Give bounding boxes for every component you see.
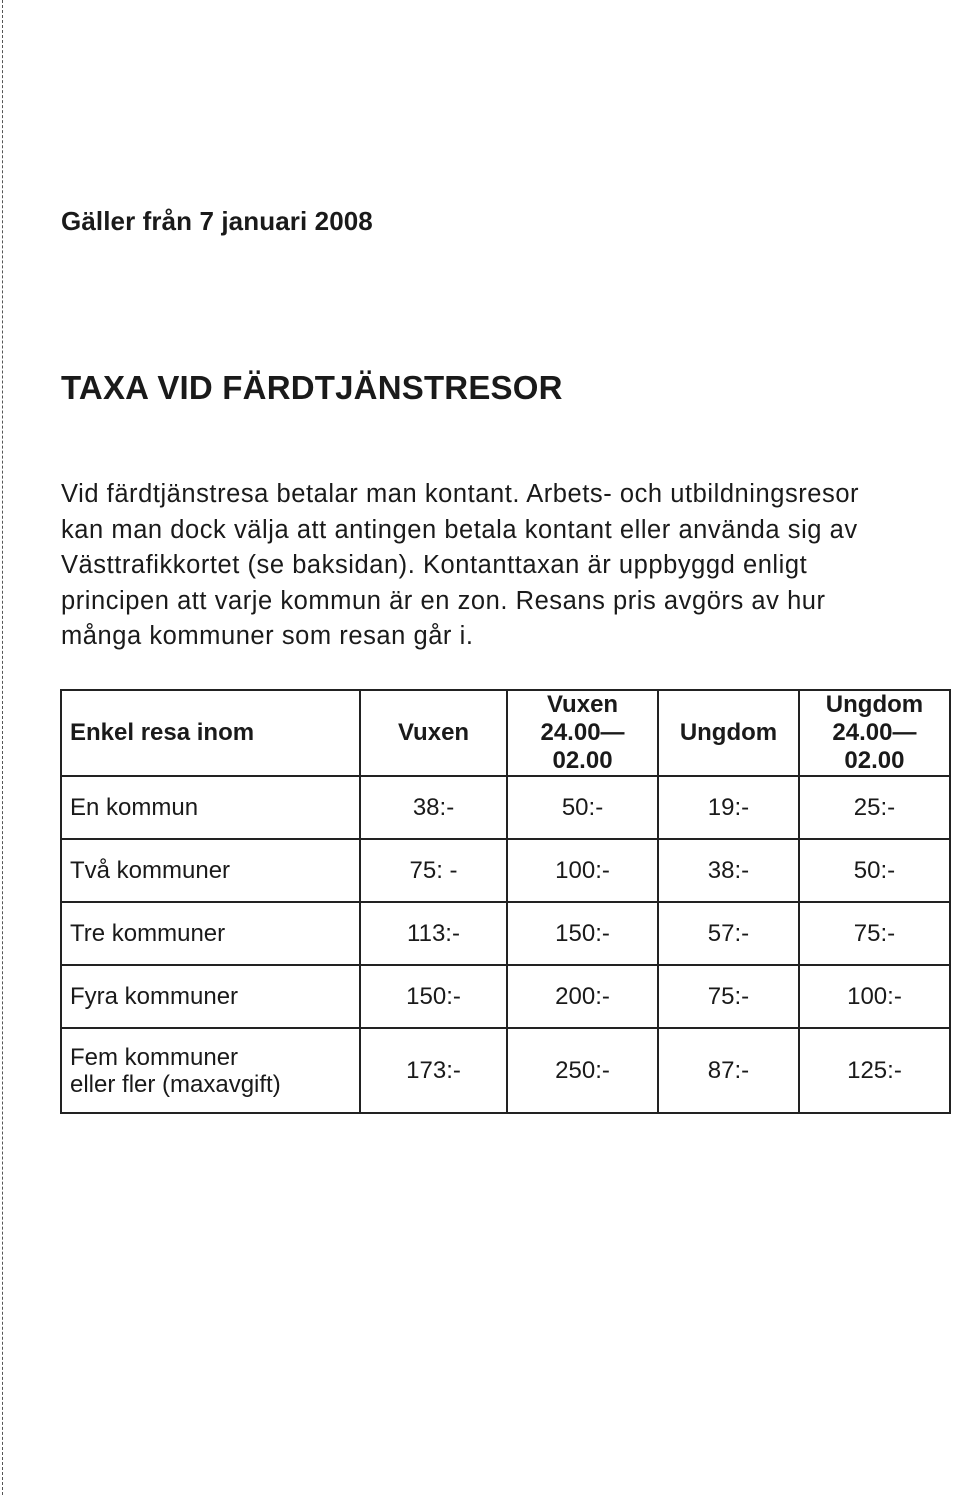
row-label [61, 902, 360, 965]
fare-table [60, 689, 951, 1114]
fare-table-header-row [61, 690, 950, 776]
fare-cell: 25:- [799, 776, 950, 839]
fare-cell: 50:- [507, 776, 658, 839]
header-line: Vuxen [397, 719, 470, 746]
header-line: 24.00—02.00 [832, 719, 917, 774]
table-row [61, 839, 950, 902]
dashed-cut-line [2, 0, 3, 1495]
row-label [61, 1028, 360, 1113]
intro-line: principen att varje kommun är en zon. Resans pris avgörs av hur [61, 586, 826, 615]
fare-cell: 50:- [799, 839, 950, 902]
header-line: Enkel resa inom [70, 719, 255, 746]
header-single-trip-within [61, 690, 360, 776]
fare-cell: 200:- [507, 965, 658, 1028]
header-adult [360, 690, 507, 776]
row-label [61, 839, 360, 902]
row-label-line: En kommun [70, 794, 199, 821]
fare-cell: 100:- [507, 839, 658, 902]
row-label-line: Två kommuner [70, 857, 231, 884]
fare-cell: 75: - [360, 839, 507, 902]
fare-cell: 57:- [658, 902, 799, 965]
fare-cell: 250:- [507, 1028, 658, 1113]
intro-line: kan man dock välja att antingen betala kontant eller använda sig av [61, 515, 858, 544]
fare-cell: 75:- [799, 902, 950, 965]
row-label [61, 965, 360, 1028]
header-line: 24.00—02.00 [540, 719, 625, 774]
header-youth-night [799, 690, 950, 776]
table-row [61, 902, 950, 965]
fare-cell: 173:- [360, 1028, 507, 1113]
row-label-line: eller fler (maxavgift) [70, 1070, 281, 1098]
header-adult-night [507, 690, 658, 776]
fare-cell: 150:- [360, 965, 507, 1028]
fare-cell: 125:- [799, 1028, 950, 1113]
intro-paragraph [61, 477, 960, 655]
fare-cell: 113:- [360, 902, 507, 965]
fare-cell: 38:- [658, 839, 799, 902]
valid-from-date: Gäller från 7 januari 2008 [61, 206, 373, 236]
row-label-line: Fyra kommuner [70, 983, 239, 1010]
header-line: Ungdom [679, 719, 778, 746]
header-line: Ungdom [825, 691, 924, 718]
fare-cell: 87:- [658, 1028, 799, 1113]
page-title: TAXA VID FÄRDTJÄNSTRESOR [61, 369, 563, 406]
fare-cell: 38:- [360, 776, 507, 839]
fare-cell: 100:- [799, 965, 950, 1028]
intro-line: många kommuner som resan går i. [61, 622, 474, 650]
header-youth [658, 690, 799, 776]
table-row [61, 776, 950, 839]
intro-line: Västtrafikkortet (se baksidan). Kontanttaxan är uppbyggd enligt [61, 551, 808, 579]
row-label-line: Fem kommuner [70, 1043, 239, 1071]
row-label [61, 776, 360, 839]
fare-cell: 19:- [658, 776, 799, 839]
table-row [61, 965, 950, 1028]
fare-cell: 150:- [507, 902, 658, 965]
intro-line: Vid färdtjänstresa betalar man kontant. Arbets- och utbildningsresor [61, 480, 860, 508]
table-row [61, 1028, 950, 1113]
row-label-line: Tre kommuner [70, 920, 226, 947]
header-line: Vuxen [546, 691, 619, 718]
fare-cell: 75:- [658, 965, 799, 1028]
